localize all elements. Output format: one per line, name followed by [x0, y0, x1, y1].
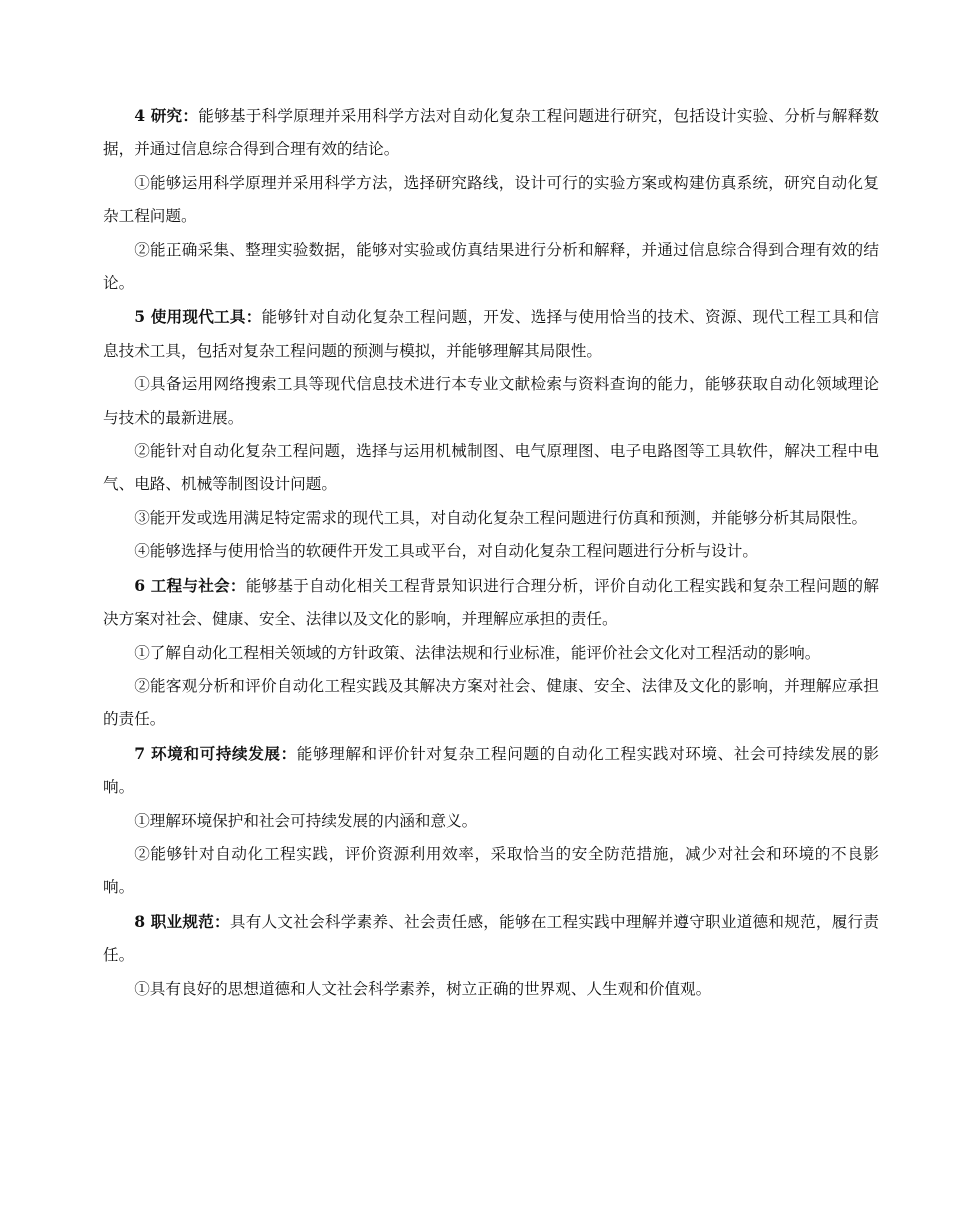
section-heading-text: 能够基于自动化相关工程背景知识进行合理分析，评价自动化工程实践和复杂工程问题的解决方案对社会、健康、安全、法律以及文化的影响，并理解应承担的责任。 [103, 576, 879, 629]
section-heading-text: 能够基于科学原理并采用科学方法对自动化复杂工程问题进行研究，包括设计实验、分析与解释数据，并通过信息综合得到合理有效的结论。 [103, 107, 879, 159]
list-item: ①能够运用科学原理并采用科学方法，选择研究路线，设计可行的实验方案或构建仿真系统，研究自动化复杂工程问题。 [103, 173, 879, 226]
list-item: ①理解环境保护和社会可持续发展的内涵和意义。 [134, 811, 478, 830]
section-heading-label: 6 工程与社会： [134, 575, 246, 595]
list-item: ②能针对自动化复杂工程问题，选择与运用机械制图、电气原理图、电子电路图等工具软件，解决工程中电气、电路、机械等制图设计问题。 [103, 442, 879, 494]
section-heading-text: 能够理解和评价针对复杂工程问题的自动化工程实践对环境、社会可持续发展的影响。 [103, 744, 879, 797]
list-item: ②能客观分析和评价自动化工程实践及其解决方案对社会、健康、安全、法律及文化的影响，并理解应承担的责任。 [103, 676, 879, 729]
section-heading-4 [103, 99, 879, 167]
list-item: ①具有良好的思想道德和人文社会科学素养，树立正确的世界观、人生观和价值观。 [134, 979, 712, 998]
section-heading-label: 4 研究： [134, 106, 199, 125]
section-heading-6 [103, 569, 879, 637]
section-heading-7 [103, 737, 879, 805]
section-heading-5 [103, 300, 879, 368]
section-heading-text: 具有人文社会科学素养、社会责任感，能够在工程实践中理解并遵守职业道德和规范，履行责任。 [103, 912, 879, 965]
list-item: ①了解自动化工程相关领域的方针政策、法律法规和行业标准，能评价社会文化对工程活动的影响。 [134, 643, 821, 662]
section-heading-text: 能够针对自动化复杂工程问题，开发、选择与使用恰当的技术、资源、现代工程工具和信息技术工具，包括对复杂工程问题的预测与模拟，并能够理解其局限性。 [103, 308, 879, 360]
document-body [103, 99, 879, 1006]
list-item: ④能够选择与使用恰当的软硬件开发工具或平台，对自动化复杂工程问题进行分析与设计。 [134, 542, 758, 561]
section-heading-label: 8 职业规范： [134, 911, 230, 931]
list-item: ②能正确采集、整理实验数据，能够对实验或仿真结果进行分析和解释，并通过信息综合得到合理有效的结论。 [103, 240, 879, 293]
list-item: ①具备运用网络搜索工具等现代信息技术进行本专业文献检索与资料查询的能力，能够获取自动化领域理论与技术的最新进展。 [103, 375, 879, 427]
section-heading-label: 7 环境和可持续发展： [134, 743, 297, 763]
section-heading-label: 5 使用现代工具： [134, 307, 262, 327]
section-heading-8 [103, 905, 879, 973]
list-item: ②能够针对自动化工程实践，评价资源利用效率，采取恰当的安全防范措施，减少对社会和环境的不良影响。 [103, 844, 879, 897]
list-item: ③能开发或选用满足特定需求的现代工具，对自动化复杂工程问题进行仿真和预测，并能够分析其局限性。 [134, 508, 868, 527]
